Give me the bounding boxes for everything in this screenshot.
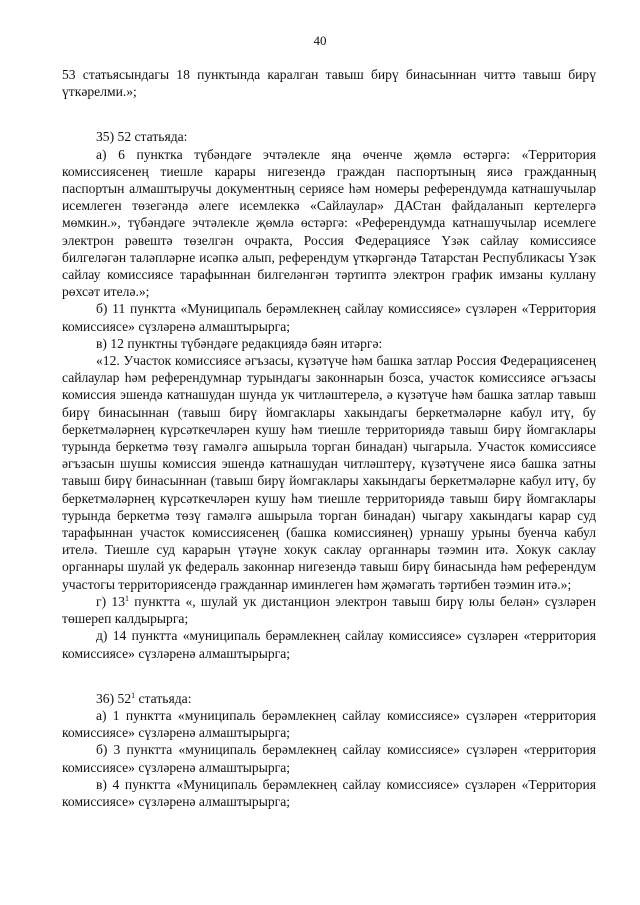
quoted-point-12: «12. Участок комиссиясе әгъзасы, күзәтүче һәм башка затлар Россия Федерациясенең сайлаулар һәм референдумнар турындагы законнарын бозса, участок комиссиясе әгъзасы комиссия эшендә катнашудан шунда ук читләштерелә, ә күзәтүче һәм башка затлар тавыш бирү бинасыннан (тавыш бирү йомгаклары хакындагы беркетмәләрне кабул итү, бу беркетмәләрнең күрсәткечләрен кушу һәм тиешле территориядә тавыш бирү йомгаклары турында беркетмә төзү гамәлгә ашырыла торган бинадан) чыгарыла. Участок комиссиясе әгъзасын шушы комиссия эшендә катнашудан читләштерү, күзәтүчене яисә башка затны тавыш бирү бинасыннан (тавыш бирү йомгаклары хакындагы беркетмәләрне кабул итү, бу беркетмәләрнең күрсәткечләрен кушу һәм тиешле территориядә тавыш бирү йомгаклары турында беркетмә төзү гамәлгә ашырыла торган бинадан) чыгару хакындагы карар суд тарафыннан участок комиссиясенең (башка комиссиянең) урнашу урыны буенча кабул ителә. Тиешле суд карарын үтәүне хокук саклау органнары тәэмин итә. Хокук саклау органнары шулай ук федераль законнар нигезендә тавыш бирү бинасында һәм референдум участогы территориясендә гражданнар иминлеген һәм җәмәгать тәртибен тәэмин итә.»; — [62, 353, 596, 592]
article-35-item-a: а) 6 пунктка түбәндәге эчтәлекле яңа өченче җөмлә өстәргә: «Территория комиссиясенең тиешле карары нигезендә граждан паспортының яисә гражданның паспортын алмаштыручы документның сериясе һәм номеры референдумда катнашучылар исемлеген төзегәндә әлеге исемлеккә «Сайлаулар» ДАСтан файдаланып кертелергә мөмкин.», түбәндәге эчтәлекле җөмлә өстәргә: «Референдумда катнашучылар исемлеге электрон рәвештә төзелгән очракта, Россия Федерациясе Үзәк сайлау комиссиясе билгеләгән таләпләрне исәпкә алып, референдум үткәргәндә Татарстан Республикасы Үзәк сайлау комиссиясе тарафыннан билгеләнгән тәртиптә электрон график имзаны куллану рөхсәт ителә.»; — [62, 146, 596, 300]
article-35-heading: 35) 52 статьяда: — [96, 129, 188, 145]
article-36-item-b: б) 3 пунктта «муниципаль берәмлекнең сайлау комиссиясе» сүзләрен «территория комиссиясе» сүзләренә алмаштырырга; — [62, 742, 596, 775]
item-g-prefix: г) 13 — [96, 593, 125, 609]
item-g-text: пунктта «, шулай ук дистанцион электрон тавыш бирү юлы белән» сүзләрен төшереп калдырырга; — [62, 593, 596, 627]
article-36-item-v: в) 4 пунктта «Муниципаль берәмлекнең сайлау комиссиясе» сүзләрен «Территория комиссиясе» сүзләренә алмаштырырга; — [62, 776, 596, 809]
article-36-item-a: а) 1 пунктта «муниципаль берәмлекнең сайлау комиссиясе» сүзләрен «территория комиссиясе» сүзләренә алмаштырырга; — [62, 707, 596, 741]
article-35-item-b: б) 11 пунктта «Муниципаль берәмлекнең сайлау комиссиясе» сүзләрен «Территория комиссиясе» сүзләренә алмаштырырга; — [62, 301, 596, 334]
article-36-prefix: 36) 52 — [96, 690, 132, 706]
article-36-heading — [62, 690, 596, 707]
document-body — [62, 66, 596, 810]
item-g-superscript: 1 — [125, 593, 129, 603]
paragraph-continuation: 53 статьясындагы 18 пунктында каралган тавыш бирү бинасыннан читтә тавыш бирү үткәрелми.»; — [62, 67, 596, 100]
page-number: 40 — [313, 33, 327, 48]
article-35-item-g — [62, 593, 596, 627]
article-35-item-d: д) 14 пунктта «муниципаль берәмлекнең сайлау комиссиясе» сүзләрен «территория комиссиясе» сүзләренә алмаштырырга; — [62, 628, 596, 661]
article-35-item-v: в) 12 пунктны түбәндәге редакциядә бәян итәргә: — [96, 335, 383, 351]
article-36-superscript: 1 — [131, 690, 136, 700]
article-36-suffix: статьяда: — [135, 690, 192, 706]
